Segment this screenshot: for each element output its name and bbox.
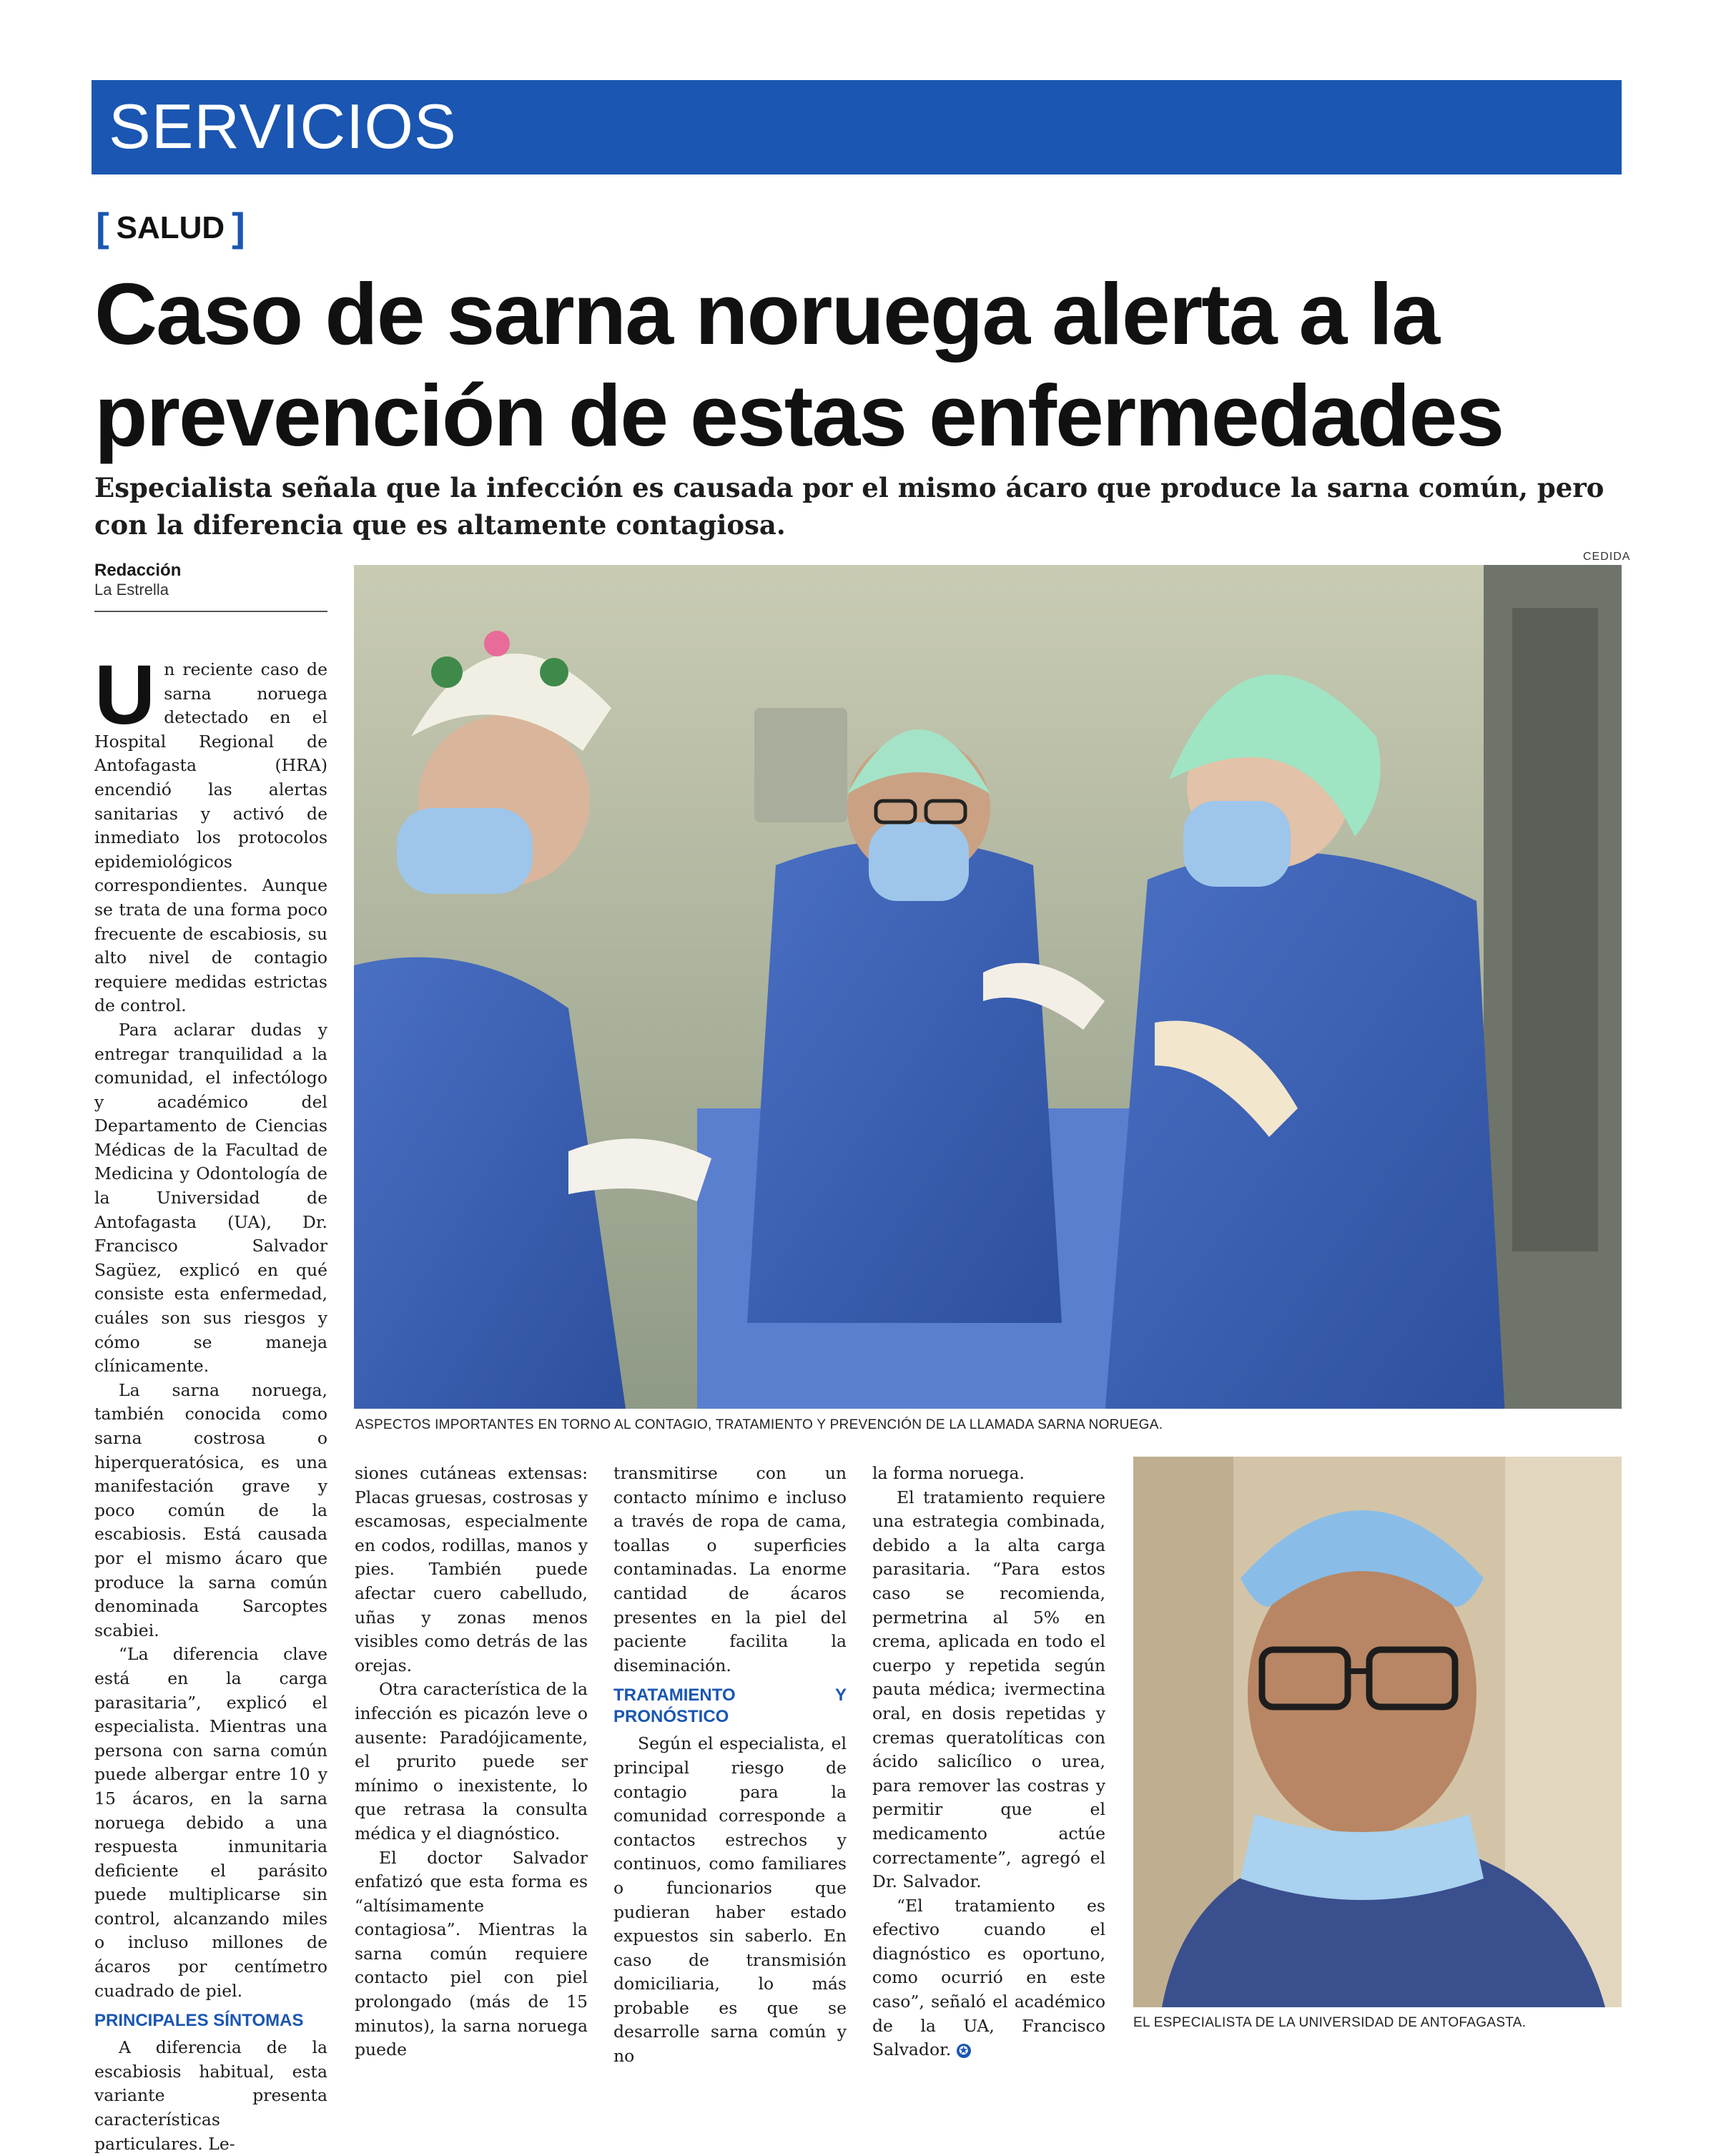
side-photo-caption: EL ESPECIALISTA DE LA UNIVERSIDAD DE ANTOFAGASTA.: [1133, 2015, 1527, 2030]
kicker-label: SALUD: [116, 210, 225, 245]
side-photo: [1133, 1457, 1622, 2007]
subhead-tratamiento: TRATAMIENTO Y PRONÓSTICO: [613, 1685, 847, 1727]
paragraph: “La diferencia clave está en la carga parasitaria”, explicó el especialista. Mientras una persona con sarna común puede albergar entre 10 y 15 ácaros, en la sarna noruega debido a una respuesta inmunitaria deficiente el parásito puede multiplicarse sin control, alcanzando miles o incluso millones de ácaros por centímetro cuadrado de piel.: [94, 1644, 327, 2001]
paragraph: [94, 648, 327, 1018]
paragraph: El doctor Salvador enfatizó que esta forma es “altísimamente contagiosa”. Mientras la sarna común requiere contacto piel con piel prolongado (más de 15 minutos), la sarna noruega puede: [355, 1847, 588, 2060]
paragraph: la forma noruega.: [872, 1463, 1025, 1483]
body-column-2: [355, 1462, 588, 2062]
body-column-3: [613, 1462, 847, 2069]
body-column-1: [94, 648, 327, 2156]
section-title: SERVICIOS: [109, 91, 457, 162]
paragraph: El tratamiento requiere una estrategia combinada, debido a la alta carga parasitaria. “Para estos caso se recomienda, permetrina al 5% en crema, aplicada en todo el cuerpo y repetida según pauta médica; ivermectina oral, en dosis repetidas y cremas queratolíticas con ácido salicílico o urea, para remover las costras y permitir que el medicamento actúe correctamente”, agregó el Dr. Salvador.: [872, 1487, 1105, 1892]
byline-author: Redacción: [94, 561, 182, 580]
paragraph: siones cutáneas extensas: Placas gruesas, costrosas y escamosas, especialmente en codos, rodillas, manos y pies. También puede afectar cuero cabelludo, uñas y zonas menos visibles como detrás de las orejas.: [355, 1463, 588, 1675]
kicker-bracket-close: ]: [232, 205, 245, 250]
paragraph: transmitirse con un contacto mínimo e incluso a través de ropa de cama, toallas o superficies contaminadas. La enorme cantidad de ácaros presentes en la piel del paciente facilita la diseminación.: [613, 1463, 847, 1675]
body-column-4: [872, 1462, 1105, 2062]
side-photo-illustration: [1133, 1457, 1622, 2007]
headline: [94, 263, 1617, 466]
byline-divider: [94, 611, 327, 612]
paragraph: Para aclarar dudas y entregar tranquilidad a la comunidad, el infectólogo y académico del Departamento de Ciencias Médicas de la Facultad de Medicina y Odontología de la Universidad de Antofagasta (UA), Dr. Francisco Salvador Sagüez, explicó en qué consiste esta enfermedad, cuáles son sus riesgos y cómo se maneja clínicamente.: [94, 1019, 327, 1377]
main-photo-illustration: [354, 565, 1622, 1409]
kicker-tag: [96, 204, 245, 250]
end-mark-icon: ✪: [957, 2044, 971, 2058]
paragraph: Otra característica de la infección es picazón leve o ausente: Paradójicamente, el prurito puede ser mínimo o inexistente, lo que retrasa la consulta médica y el diagnóstico.: [355, 1679, 588, 1844]
kicker-bracket-open: [: [96, 205, 109, 250]
paragraph: A diferencia de la escabiosis habitual, esta variante presenta características particulares. Le-: [94, 2037, 327, 2154]
paragraph-text: “El tratamiento es efectivo cuando el diagnóstico es oportuno, como ocurrió en este caso”, señaló el académico de la UA, Francisco Salvador.: [872, 1895, 1105, 2060]
byline-publication: La Estrella: [94, 581, 169, 599]
main-photo: [354, 565, 1622, 1409]
subtitle: Especialista señala que la infección es causada por el mismo ácaro que produce la sarna común, pero con la diferencia que es altamente contagiosa.: [94, 472, 1604, 541]
paragraph-text: n reciente caso de sarna noruega detectado en el Hospital Regional de Antofagasta (HRA) encendió las alertas sanitarias y activó de inmediato los protocolos epidemiológicos correspondientes. Aunque se trata de una forma poco frecuente de escabiosis, su alto nivel de contagio requiere medidas estrictas de control.: [94, 659, 327, 1016]
subhead-sintomas: PRINCIPALES SÍNTOMAS: [94, 2011, 304, 2031]
paragraph: La sarna noruega, también conocida como sarna costrosa o hiperqueratósica, es una manifestación grave y poco común de la escabiosis. Está causada por el mismo ácaro que produce la sarna común denominada Sarcoptes scabiei.: [94, 1379, 327, 1640]
paragraph: [872, 1894, 1105, 2062]
headline-line-2: prevención de estas enfermedades: [94, 367, 1504, 464]
section-banner: [92, 80, 1622, 174]
drop-cap: U: [94, 648, 156, 742]
paragraph: Según el especialista, el principal riesgo de contagio para la comunidad corresponde a contactos estrechos y continuos, como familiares o funcionarios que pudieran haber estado expuestos sin saberlo. En caso de transmisión domiciliaria, lo más probable es que se desarrolle sarna común y no: [613, 1733, 847, 2067]
photo-credit: CEDIDA: [1583, 551, 1631, 563]
main-photo-caption: ASPECTOS IMPORTANTES EN TORNO AL CONTAGIO, TRATAMIENTO Y PREVENCIÓN DE LA LLAMADA SARNA NORUEGA.: [355, 1417, 1163, 1432]
headline-line-1: Caso de sarna noruega alerta a la: [94, 265, 1439, 363]
